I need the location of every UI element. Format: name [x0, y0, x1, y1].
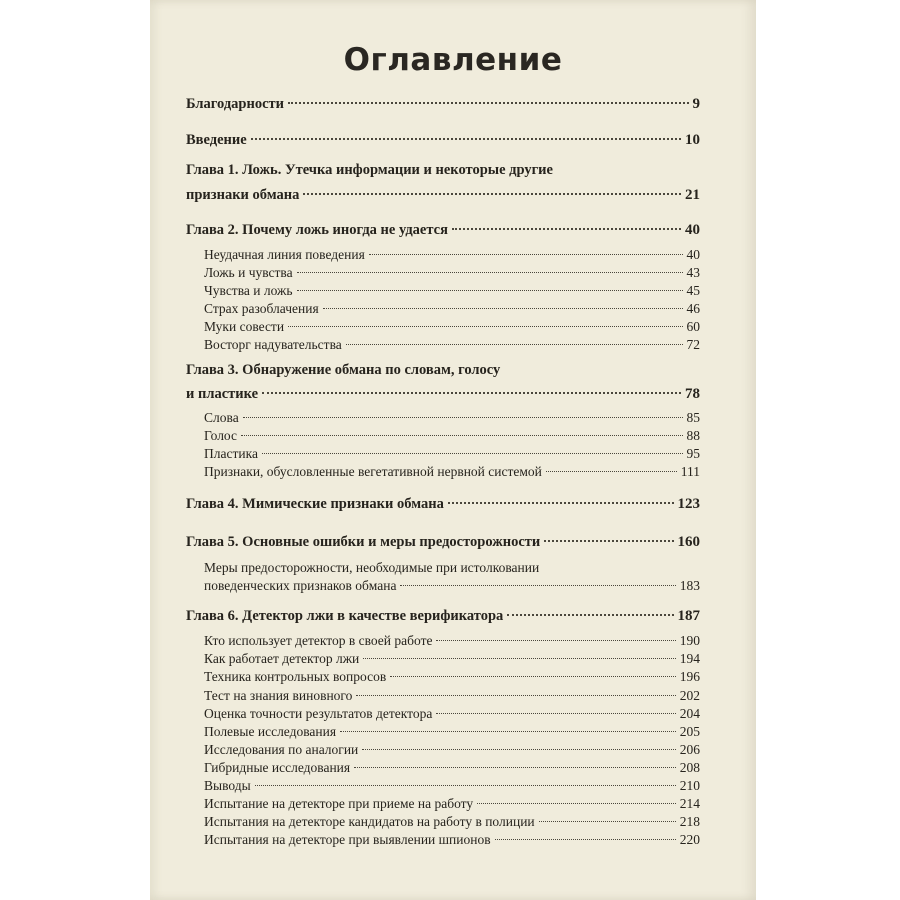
- toc-subentry[interactable]: Неудачная линия поведения 40: [204, 247, 700, 262]
- leader-dots: [251, 138, 681, 140]
- leader-dots: [546, 471, 677, 472]
- leader-dots: [448, 502, 674, 504]
- toc-entry-introduction[interactable]: Введение 10: [186, 132, 700, 148]
- toc-subentry-line-1[interactable]: Меры предосторожности, необходимые при истолковании: [204, 560, 540, 575]
- leader-dots: [243, 417, 683, 418]
- toc-subentry[interactable]: Кто использует детектор в своей работе 190: [204, 633, 700, 648]
- toc-entry-chapter-2[interactable]: Глава 2. Почему ложь иногда не удается 40: [186, 222, 700, 238]
- toc-subentry[interactable]: Исследования по аналогии 206: [204, 742, 700, 757]
- leader-dots: [297, 272, 683, 273]
- toc-subentry[interactable]: Муки совести 60: [204, 319, 700, 334]
- toc-subentry[interactable]: Гибридные исследования 208: [204, 760, 700, 775]
- leader-dots: [354, 767, 676, 768]
- leader-dots: [363, 658, 675, 659]
- toc-subentry[interactable]: Оценка точности результатов детектора 204: [204, 706, 700, 721]
- toc-entry-chapter-1-line-1[interactable]: Глава 1. Ложь. Утечка информации и некоторые другие: [186, 162, 553, 178]
- leader-dots: [436, 713, 675, 714]
- leader-dots: [241, 435, 682, 436]
- leader-dots: [288, 326, 682, 327]
- leader-dots: [436, 640, 675, 641]
- leader-dots: [452, 228, 681, 230]
- leader-dots: [262, 453, 683, 454]
- leader-dots: [539, 821, 676, 822]
- toc-subentry[interactable]: Испытания на детекторе кандидатов на работу в полиции 218: [204, 814, 700, 829]
- toc-subentry[interactable]: Пластика 95: [204, 446, 700, 461]
- leader-dots: [288, 102, 688, 104]
- toc-subentry[interactable]: Чувства и ложь 45: [204, 283, 700, 298]
- leader-dots: [477, 803, 676, 804]
- leader-dots: [303, 193, 681, 195]
- page-title: Оглавление: [343, 42, 563, 78]
- toc-subentry[interactable]: Голос 88: [204, 428, 700, 443]
- leader-dots: [495, 839, 676, 840]
- leader-dots: [362, 749, 675, 750]
- toc-subentry[interactable]: Испытание на детекторе при приеме на работу 214: [204, 796, 700, 811]
- leader-dots: [544, 540, 673, 542]
- toc-subentry[interactable]: Слова 85: [204, 410, 700, 425]
- leader-dots: [346, 344, 683, 345]
- toc-entry-chapter-3[interactable]: и пластике 78: [186, 386, 700, 402]
- leader-dots: [340, 731, 676, 732]
- leader-dots: [297, 290, 683, 291]
- leader-dots: [262, 392, 681, 394]
- toc-subentry[interactable]: Техника контрольных вопросов 196: [204, 669, 700, 684]
- leader-dots: [400, 585, 675, 586]
- leader-dots: [390, 676, 676, 677]
- toc-subentry[interactable]: Страх разоблачения 46: [204, 301, 700, 316]
- leader-dots: [323, 308, 683, 309]
- toc-entry-acknowledgements[interactable]: Благодарности 9: [186, 96, 700, 112]
- book-page: [150, 0, 756, 900]
- toc-subentry[interactable]: поведенческих признаков обмана 183: [204, 578, 700, 593]
- leader-dots: [356, 695, 675, 696]
- toc-subentry[interactable]: Восторг надувательства 72: [204, 337, 700, 352]
- toc-entry-chapter-3-line-1[interactable]: Глава 3. Обнаружение обмана по словам, голосу: [186, 362, 501, 378]
- toc-subentry[interactable]: Ложь и чувства 43: [204, 265, 700, 280]
- toc-subentry[interactable]: Выводы 210: [204, 778, 700, 793]
- toc-entry-chapter-1[interactable]: признаки обмана 21: [186, 187, 700, 203]
- toc-subentry[interactable]: Испытания на детекторе при выявлении шпионов 220: [204, 832, 700, 847]
- toc-subentry[interactable]: Тест на знания виновного 202: [204, 688, 700, 703]
- leader-dots: [369, 254, 683, 255]
- toc-entry-chapter-4[interactable]: Глава 4. Мимические признаки обмана 123: [186, 496, 700, 512]
- toc-subentry[interactable]: Как работает детектор лжи 194: [204, 651, 700, 666]
- toc-entry-chapter-6[interactable]: Глава 6. Детектор лжи в качестве верификатора 187: [186, 608, 700, 624]
- leader-dots: [255, 785, 676, 786]
- toc-entry-chapter-5[interactable]: Глава 5. Основные ошибки и меры предосторожности 160: [186, 534, 700, 550]
- toc-subentry[interactable]: Признаки, обусловленные вегетативной нервной системой 111: [204, 464, 700, 479]
- leader-dots: [507, 614, 673, 616]
- toc-subentry[interactable]: Полевые исследования 205: [204, 724, 700, 739]
